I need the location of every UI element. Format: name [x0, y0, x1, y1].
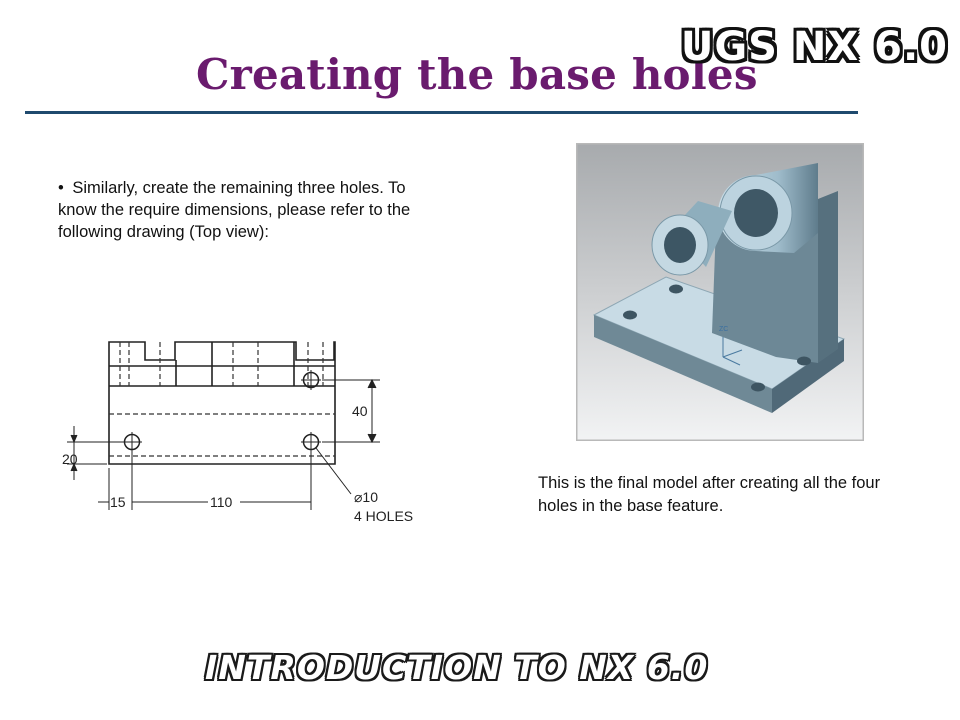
instruction-paragraph: Similarly, create the remaining three holes. To know the require dimensions, please refer to the following drawing (Top view): — [58, 179, 411, 241]
dim-110: 110 — [210, 494, 233, 510]
model-caption: This is the final model after creating all the four holes in the base feature. — [538, 474, 881, 515]
part-outline — [109, 342, 335, 464]
base-hole-1 — [623, 311, 637, 320]
base-hole-3 — [751, 383, 765, 392]
base-hole-4 — [797, 357, 811, 366]
brand-logo: UGS NX 6.0 — [680, 24, 948, 70]
final-model-image — [576, 143, 864, 441]
dim-40: 40 — [352, 403, 368, 419]
base-hole-2 — [669, 285, 683, 294]
model-svg — [576, 143, 864, 441]
upright-side — [818, 191, 838, 363]
hole-count-note: 4 HOLES — [354, 508, 414, 524]
page-title: Creating the base holes — [196, 50, 758, 99]
dim-20: 20 — [62, 451, 78, 467]
instruction-text — [58, 177, 423, 243]
hole-diameter-note: ⌀10 — [354, 489, 379, 505]
top-view-drawing — [62, 318, 442, 528]
title-underline — [25, 111, 858, 114]
boss-large-bore — [734, 189, 778, 237]
bullet-mark: • — [58, 179, 64, 197]
footer-banner: INTRODUCTION TO NX 6.0 — [205, 648, 709, 687]
drawing-svg — [62, 318, 442, 528]
boss-small-bore — [664, 227, 696, 263]
dim-15: 15 — [110, 494, 126, 510]
axis-label: ZC — [719, 326, 729, 333]
